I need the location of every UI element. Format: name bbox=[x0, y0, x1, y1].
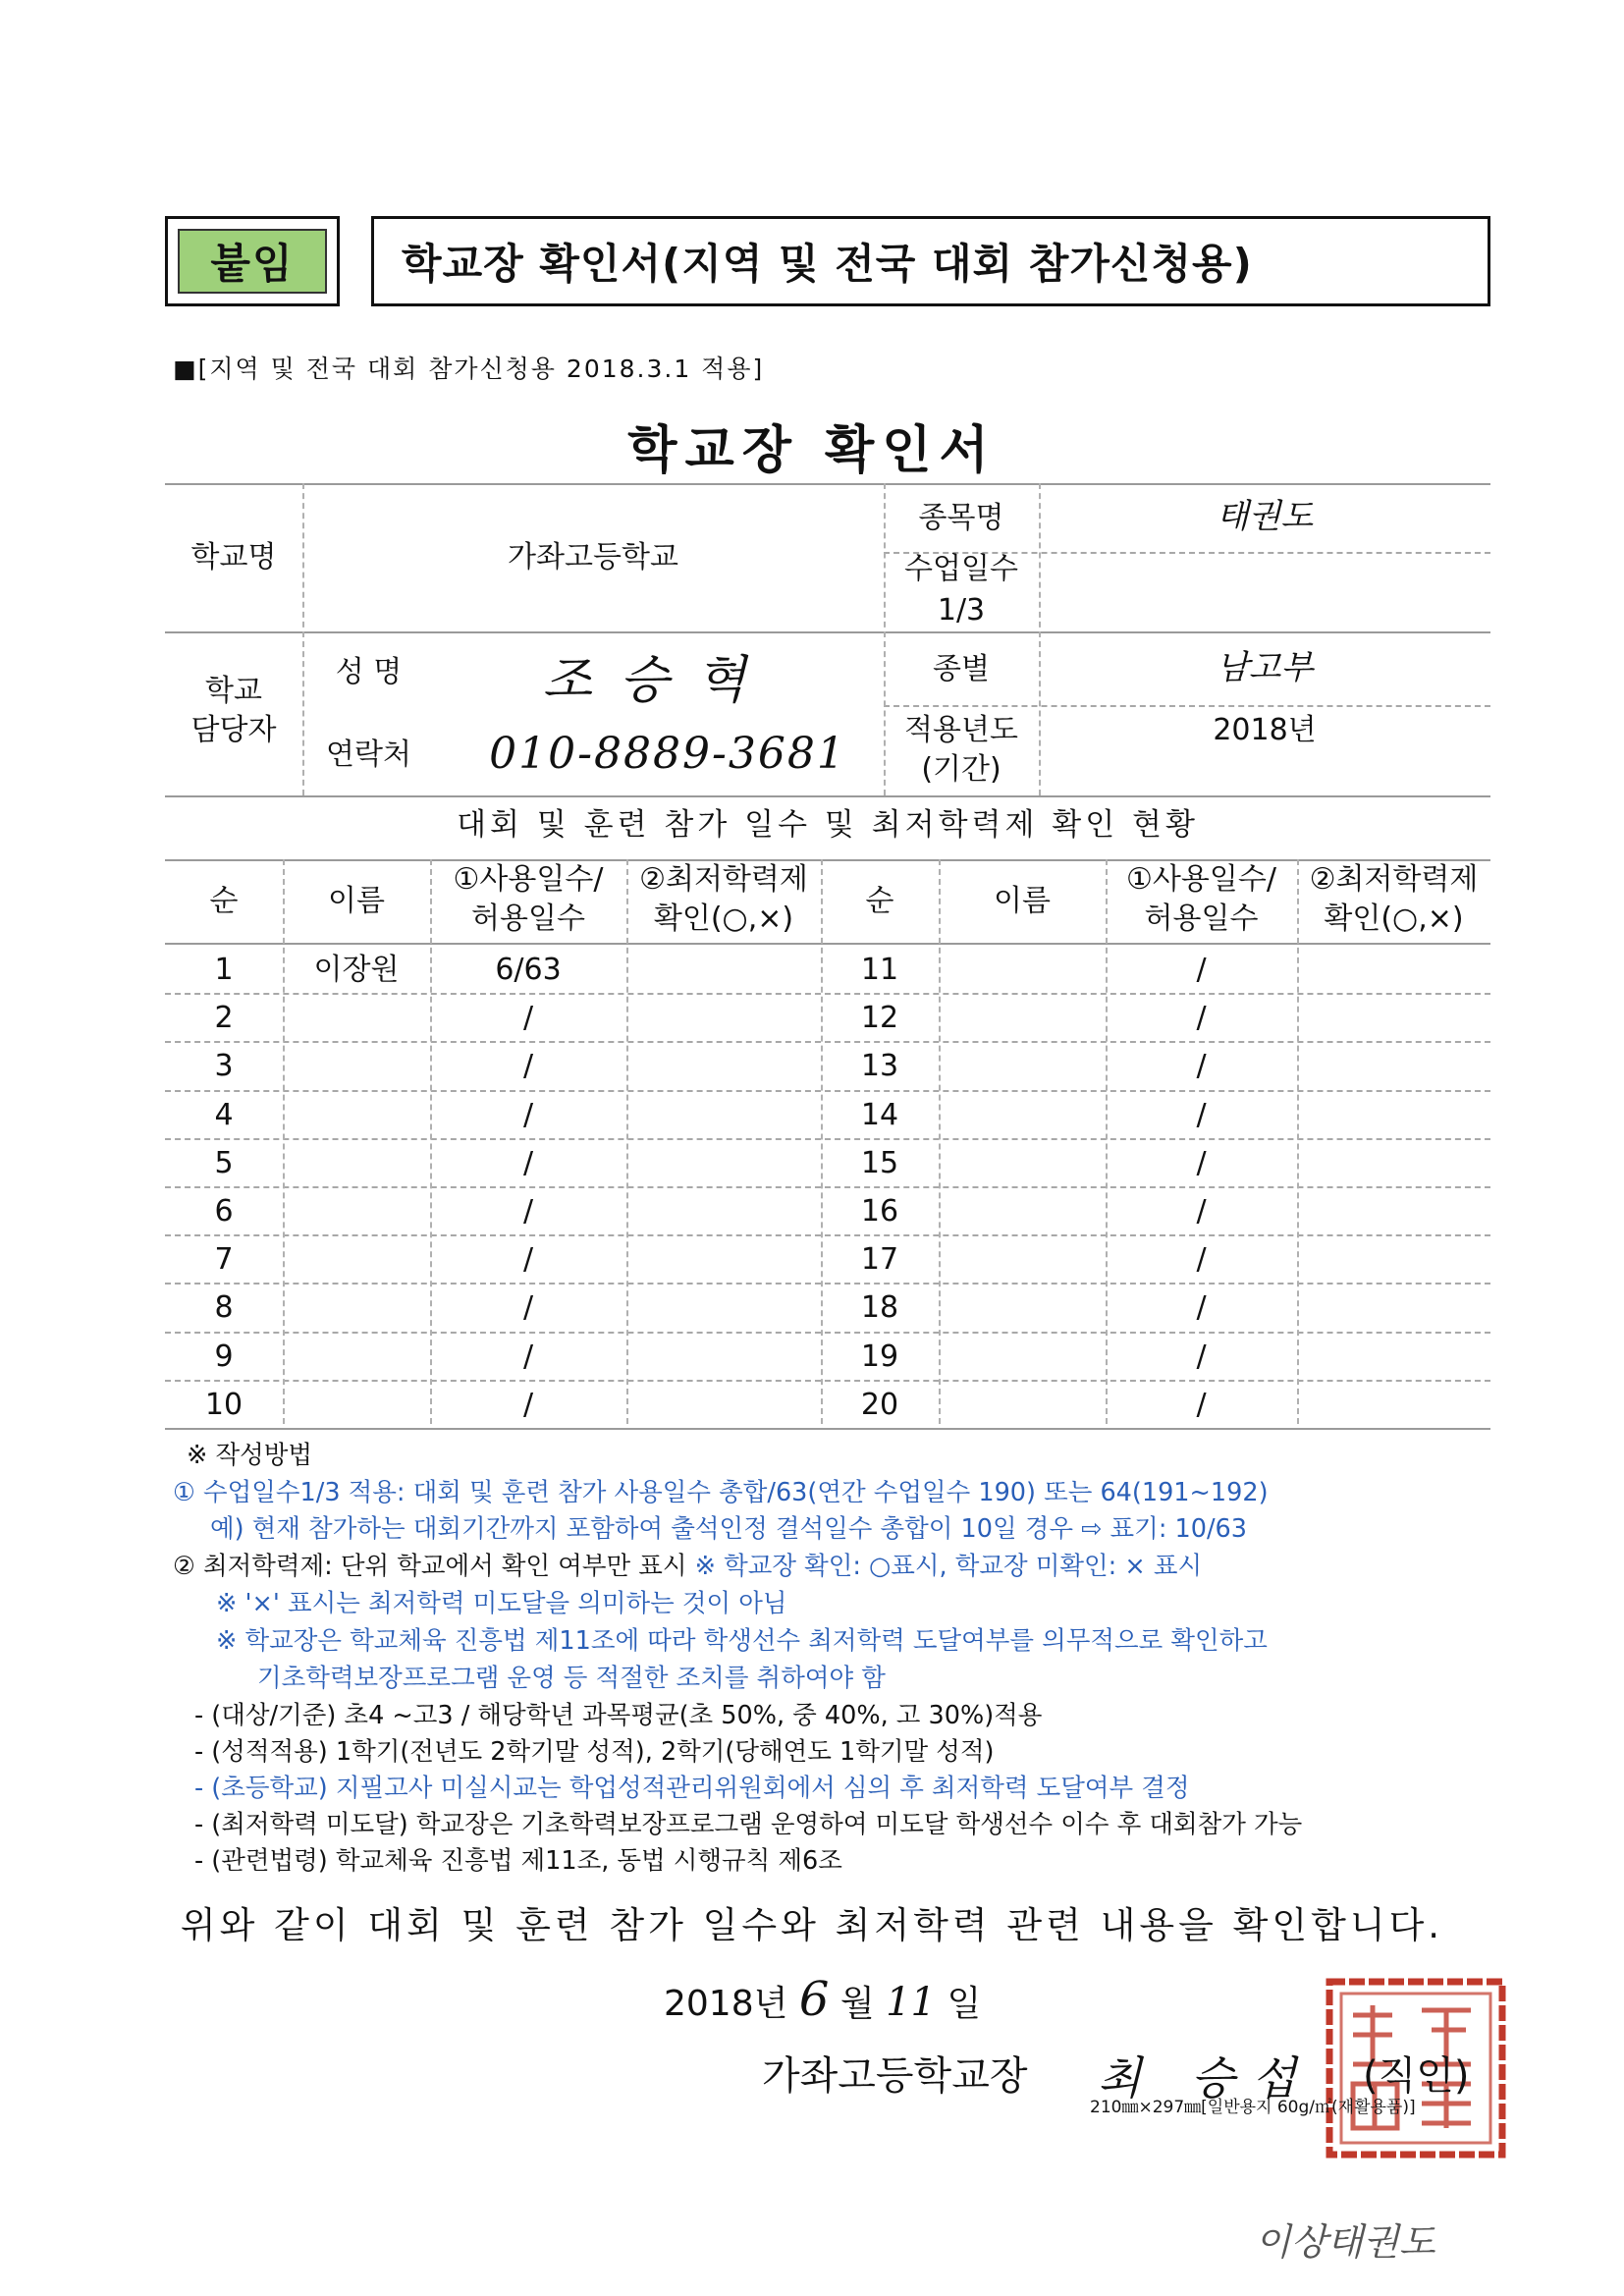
date-day-unit: 일 bbox=[947, 1984, 982, 2024]
sub-reference: ■[지역 및 전국 대회 참가신청용 2018.3.1 적용] bbox=[173, 355, 765, 383]
event-label: 종목명 bbox=[918, 501, 1004, 535]
seal-label: (직인) bbox=[1363, 2053, 1470, 2099]
table-divider bbox=[626, 859, 628, 1424]
row-seq: 9 bbox=[214, 1339, 234, 1374]
year-label: 적용년도 bbox=[904, 713, 1018, 747]
note-4: ※ 학교장은 학교체육 진흥법 제11조에 따라 학생선수 최저학력 도달여부를 의무적으로 확인하고 bbox=[216, 1626, 1268, 1656]
row-seq: 16 bbox=[860, 1194, 899, 1229]
header-days: ①사용일수/ bbox=[1126, 862, 1276, 897]
row-seq: 12 bbox=[860, 1001, 899, 1036]
header-days: ①사용일수/ bbox=[453, 862, 604, 897]
row-seq: 10 bbox=[204, 1387, 244, 1422]
row-rule bbox=[165, 1234, 1490, 1236]
row-days: / bbox=[1196, 1049, 1207, 1084]
bottom-handwritten-note: 이상태권도 bbox=[1255, 2220, 1435, 2264]
detail-4: - (최저학력 미도달) 학교장은 기초학력보장프로그램 운영하여 미도달 학생선수 이수 후 대회참가 가능 bbox=[194, 1810, 1303, 1839]
table-divider bbox=[939, 859, 941, 1424]
attachment-tag-label: 붙임 bbox=[178, 229, 327, 294]
table-divider bbox=[821, 859, 823, 1424]
header-min-academic: ②최저학력제 bbox=[1309, 862, 1479, 897]
table-header-rule bbox=[165, 943, 1490, 945]
row-days: / bbox=[522, 1097, 534, 1132]
row-seq: 7 bbox=[214, 1242, 234, 1278]
note-1: ① 수업일수1/3 적용: 대회 및 훈련 참가 사용일수 총합/63(연간 수업일수 190) 또는 64(191~192) bbox=[173, 1478, 1269, 1507]
row-seq: 2 bbox=[214, 1001, 234, 1036]
confirmation-date bbox=[664, 1972, 981, 2027]
header-days-2: 허용일수 bbox=[1144, 902, 1259, 936]
row-days: / bbox=[1196, 1194, 1207, 1229]
detail-5: - (관련법령) 학교체육 진흥법 제11조, 동법 시행규칙 제6조 bbox=[194, 1846, 842, 1876]
note-2-blue: ※ 학교장 확인: ○표시, 학교장 미확인: × 표시 bbox=[694, 1552, 1203, 1581]
header-min-academic-2: 확인(○,×) bbox=[1324, 902, 1464, 936]
contact-handwritten: 010-8889-3681 bbox=[489, 729, 846, 779]
division-value: 남고부 bbox=[1216, 648, 1314, 687]
table-divider bbox=[1297, 859, 1299, 1424]
row-days: / bbox=[1196, 1339, 1207, 1374]
row-seq: 6 bbox=[214, 1194, 234, 1229]
table-divider bbox=[1106, 859, 1108, 1424]
date-year: 2018년 bbox=[664, 1984, 788, 2024]
row-days: 6/63 bbox=[495, 953, 562, 987]
row-seq: 11 bbox=[860, 953, 899, 987]
date-month-unit: 월 bbox=[839, 1984, 875, 2024]
row-rule bbox=[165, 993, 1490, 995]
year-value: 2018년 bbox=[1213, 713, 1317, 747]
header-name: 이름 bbox=[328, 884, 385, 918]
paper-spec: 210㎜×297㎜[일반용지 60g/㎡(재활용품)] bbox=[1090, 2098, 1416, 2117]
header-min-academic-2: 확인(○,×) bbox=[653, 902, 794, 936]
row-days: / bbox=[522, 1194, 534, 1229]
header-seq: 순 bbox=[209, 884, 239, 918]
row-rule bbox=[165, 1090, 1490, 1092]
page-title: 학교장 확인서 bbox=[627, 421, 997, 480]
year-label-2: (기간) bbox=[921, 752, 1001, 787]
row-days: / bbox=[522, 1387, 534, 1422]
row-seq: 4 bbox=[214, 1097, 234, 1132]
attachment-tag bbox=[165, 216, 340, 306]
row-rule bbox=[165, 1380, 1490, 1382]
row-days: / bbox=[522, 1001, 534, 1036]
row-days: / bbox=[522, 1242, 534, 1278]
note-4-cont: 기초학력보장프로그램 운영 등 적절한 조치를 취하여야 함 bbox=[257, 1664, 886, 1693]
detail-1: - (대상/기준) 초4 ~고3 / 해당학년 과목평균(초 50%, 중 40%, 고 30%)적용 bbox=[194, 1701, 1043, 1730]
event-value: 태권도 bbox=[1216, 497, 1314, 536]
note-3: ※ '×' 표시는 최저학력 미도달을 의미하는 것이 아님 bbox=[216, 1589, 787, 1618]
school-name-label: 학교명 bbox=[190, 540, 277, 574]
contact-label: 연락처 bbox=[326, 738, 411, 772]
principal-title: 가좌고등학교장 bbox=[762, 2053, 1028, 2099]
row-days: / bbox=[522, 1339, 534, 1374]
table-divider bbox=[430, 859, 432, 1424]
row-rule bbox=[165, 1428, 1490, 1430]
manager-label: 학교 bbox=[205, 674, 262, 708]
row-days: / bbox=[1196, 1242, 1207, 1278]
detail-3: - (초등학교) 지필고사 미실시교는 학업성적관리위원회에서 심의 후 최저학력 도달여부 결정 bbox=[194, 1774, 1190, 1803]
row-days: / bbox=[522, 1049, 534, 1084]
row-days: / bbox=[522, 1145, 534, 1180]
class-days-fraction: 1/3 bbox=[937, 593, 986, 628]
class-days-label: 수업일수 bbox=[904, 552, 1018, 586]
principal-signature: 최 승섭 bbox=[1098, 2051, 1314, 2105]
row-rule bbox=[165, 1138, 1490, 1140]
document-heading: 학교장 확인서(지역 및 전국 대회 참가신청용) bbox=[371, 216, 1490, 306]
row-name: 이장원 bbox=[313, 953, 400, 987]
row-seq: 19 bbox=[860, 1339, 899, 1374]
row-rule bbox=[165, 1283, 1490, 1285]
school-name-value: 가좌고등학교 bbox=[508, 540, 678, 574]
row-seq: 15 bbox=[860, 1145, 899, 1180]
row-days: / bbox=[1196, 1001, 1207, 1036]
row-days: / bbox=[522, 1290, 534, 1326]
row-days: / bbox=[1196, 1097, 1207, 1132]
note-1-example: 예) 현재 참가하는 대회기간까지 포함하여 출석인정 결석일수 총합이 10일 경우 ⇨ 표기: 10/63 bbox=[210, 1514, 1247, 1544]
table-divider bbox=[283, 859, 285, 1424]
row-days: / bbox=[1196, 1145, 1207, 1180]
header-seq: 순 bbox=[865, 884, 894, 918]
row-seq: 13 bbox=[860, 1049, 899, 1084]
notes-heading: ※ 작성방법 bbox=[187, 1441, 313, 1470]
detail-2: - (성적적용) 1학기(전년도 2학기말 성적), 2학기(당해연도 1학기말 성적) bbox=[194, 1737, 995, 1767]
row-seq: 20 bbox=[860, 1387, 899, 1422]
row-rule bbox=[165, 1332, 1490, 1334]
header-days-2: 허용일수 bbox=[471, 902, 585, 936]
row-rule bbox=[165, 1041, 1490, 1043]
date-day-handwritten: 11 bbox=[886, 1980, 936, 2025]
row-rule bbox=[165, 1186, 1490, 1188]
row-seq: 8 bbox=[214, 1290, 234, 1326]
header-min-academic: ②최저학력제 bbox=[639, 862, 808, 897]
row-days: / bbox=[1196, 953, 1207, 987]
row-seq: 5 bbox=[214, 1145, 234, 1180]
row-seq: 18 bbox=[860, 1290, 899, 1326]
row-seq: 14 bbox=[860, 1097, 899, 1132]
row-seq: 1 bbox=[214, 953, 234, 987]
row-seq: 3 bbox=[214, 1049, 234, 1084]
row-seq: 17 bbox=[860, 1242, 899, 1278]
info-bottom-rule bbox=[165, 795, 1490, 797]
row-days: / bbox=[1196, 1387, 1207, 1422]
info-rule bbox=[165, 631, 1490, 633]
name-label: 성 명 bbox=[335, 655, 403, 689]
manager-name-handwritten: 조승혁 bbox=[542, 651, 774, 710]
date-month-handwritten: 6 bbox=[798, 1972, 830, 2027]
manager-label-2: 담당자 bbox=[190, 713, 277, 747]
note-2 bbox=[173, 1547, 1202, 1582]
confirmation-statement: 위와 같이 대회 및 훈련 참가 일수와 최저학력 관련 내용을 확인합니다. bbox=[180, 1904, 1444, 1946]
row-days: / bbox=[1196, 1290, 1207, 1326]
note-2-main: ② 최저학력제: 단위 학교에서 확인 여부만 표시 bbox=[173, 1552, 687, 1581]
info-top-rule bbox=[165, 483, 1490, 485]
status-table-caption: 대회 및 훈련 참가 일수 및 최저학력제 확인 현황 bbox=[457, 807, 1199, 843]
division-label: 종별 bbox=[933, 652, 990, 686]
header-name: 이름 bbox=[994, 884, 1051, 918]
info-rule bbox=[884, 705, 1490, 707]
